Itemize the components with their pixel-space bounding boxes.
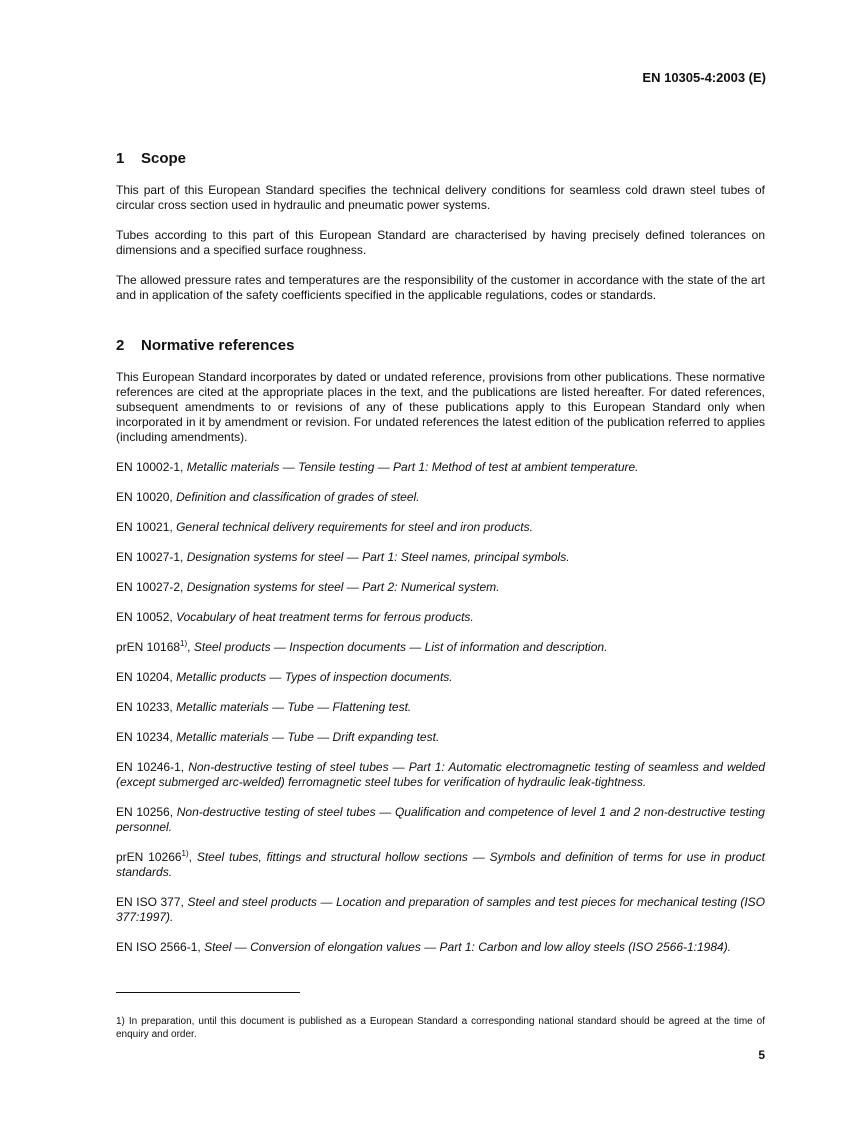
footnote-marker: 1) — [180, 639, 188, 648]
reference-title: Steel and steel products — Location and preparation of samples and test pieces for mechanical testing (ISO 377:1997). — [116, 895, 765, 924]
reference-title: Metallic materials — Tube — Flattening test. — [176, 700, 412, 714]
reference-title: Designation systems for steel — Part 2: Numerical system. — [186, 580, 500, 594]
reference-code: EN 10256, — [116, 805, 174, 819]
document-id: EN 10305-4:2003 (E) — [642, 70, 766, 85]
reference-item — [116, 760, 765, 790]
reference-code: EN 10027-1, — [116, 550, 184, 564]
reference-code: EN 10020, — [116, 490, 173, 504]
section-number: 2 — [116, 337, 125, 354]
section-number: 1 — [116, 150, 125, 167]
reference-item — [116, 490, 765, 505]
reference-code: prEN 10168 — [116, 640, 181, 654]
paragraph: The allowed pressure rates and temperatures are the responsibility of the customer in accordance with the state of the art and in application of the safety coefficients specified in the applicable regulations, codes or standards. — [116, 273, 765, 302]
reference-item — [116, 730, 765, 745]
footnote: 1) In preparation, until this document is published as a European Standard a corresponding national standard should be agreed at the time of enquiry and order. — [116, 1016, 765, 1040]
paragraph: This part of this European Standard specifies the technical delivery conditions for seamless cold drawn steel tubes of circular cross section used in hydraulic and pneumatic power systems. — [116, 183, 765, 212]
reference-item — [116, 610, 765, 625]
reference-item — [116, 460, 765, 475]
reference-title: Non-destructive testing of steel tubes — Qualification and competence of level 1 and 2 non-destructive testing personnel. — [116, 805, 765, 834]
reference-code: EN 10246-1, — [116, 760, 185, 774]
section-title: Scope — [141, 150, 187, 167]
reference-item: prEN 10266$^{1)}$, Steel tubes, fittings and structural hollow sections — Symbols and definition of terms for use in product standards. — [116, 849, 765, 879]
reference-title: Vocabulary of heat treatment terms for ferrous products. — [176, 610, 474, 624]
page-number: 5 — [758, 1048, 765, 1062]
reference-item — [116, 805, 765, 835]
reference-title: Steel products — Inspection documents — List of information and description. — [193, 640, 608, 654]
footnote-separator — [116, 992, 300, 993]
page-content — [116, 150, 765, 970]
section-2-heading — [116, 337, 765, 354]
paragraph: This European Standard incorporates by dated or undated reference, provisions from other publications. These normative references are cited at the appropriate places in the text, and the publications are listed hereafter. For dated references, subsequent amendments to or revisions of any of these publications apply to this European Standard only when incorporated in it by amendment or revision. For undated references the latest edition of the publication referred to applies (including amendments). — [116, 370, 765, 444]
reference-item — [116, 700, 765, 715]
reference-code: EN 10027-2, — [116, 580, 184, 594]
section-title: Normative references — [141, 337, 295, 354]
footnote-marker: 1) — [181, 849, 189, 858]
reference-list — [116, 460, 765, 955]
reference-item — [116, 670, 765, 685]
reference-title: Metallic products — Types of inspection documents. — [176, 670, 453, 684]
paragraph: Tubes according to this part of this European Standard are characterised by having precisely defined tolerances on dimensions and a specified surface roughness. — [116, 228, 765, 257]
reference-code: EN 10002-1, — [116, 460, 184, 474]
reference-code: EN 10021, — [116, 520, 173, 534]
reference-title: Metallic materials — Tube — Drift expanding test. — [176, 730, 440, 744]
reference-title: Definition and classification of grades of steel. — [176, 490, 420, 504]
reference-item — [116, 940, 765, 955]
reference-code: EN 10204, — [116, 670, 173, 684]
reference-title: Non-destructive testing of steel tubes — Part 1: Automatic electromagnetic testing of seamless and welded (except submerged arc-welded) ferromagnetic steel tubes for verification of hydraulic leak-tightness. — [116, 760, 765, 789]
reference-item — [116, 520, 765, 535]
reference-code: EN 10234, — [116, 730, 173, 744]
reference-code: EN 10233, — [116, 700, 173, 714]
reference-item — [116, 895, 765, 925]
reference-item: prEN 10168$^{1)}$, Steel products — Inspection documents — List of information and description. — [116, 639, 608, 654]
reference-title: Steel tubes, fittings and structural hollow sections — Symbols and definition of terms for use in product standards. — [116, 850, 765, 879]
reference-title: General technical delivery requirements for steel and iron products. — [176, 520, 533, 534]
reference-title: Steel — Conversion of elongation values — Part 1: Carbon and low alloy steels (ISO 2566-1:1984). — [204, 940, 732, 954]
reference-code: EN ISO 377, — [116, 895, 184, 909]
reference-item — [116, 580, 765, 595]
reference-title: Metallic materials — Tensile testing — Part 1: Method of test at ambient temperature. — [186, 460, 639, 474]
section-1-heading — [116, 150, 765, 167]
reference-title: Designation systems for steel — Part 1: Steel names, principal symbols. — [186, 550, 570, 564]
reference-code: EN ISO 2566-1, — [116, 940, 201, 954]
reference-code: prEN 10266 — [116, 850, 182, 864]
reference-code: EN 10052, — [116, 610, 173, 624]
reference-item — [116, 550, 765, 565]
